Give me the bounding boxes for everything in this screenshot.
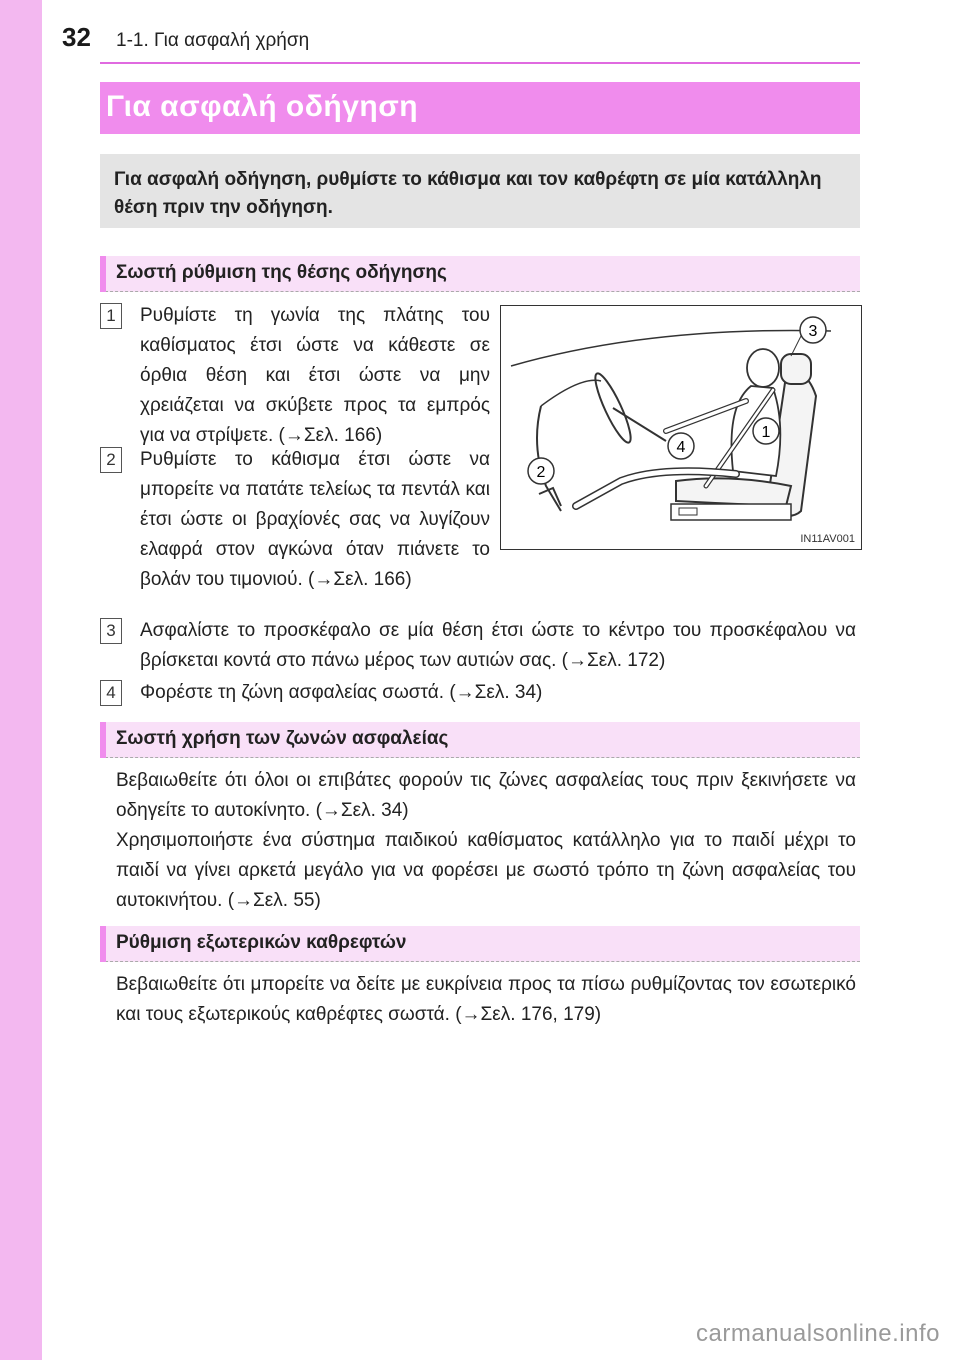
section-header-seat-belts: Σωστή χρήση των ζωνών ασφαλείας xyxy=(100,722,860,758)
callout-4-label: 4 xyxy=(676,439,686,456)
watermark: carmanualsonline.info xyxy=(696,1320,940,1347)
callout-1-label: 1 xyxy=(761,424,771,441)
left-color-bar xyxy=(0,0,42,1360)
driver-seat-illustration xyxy=(501,306,860,548)
callout-2-label: 2 xyxy=(536,464,546,481)
item-number: 1 xyxy=(100,303,122,329)
driving-position-figure xyxy=(500,305,862,550)
item-text: Ασφαλίστε το προσκέφαλο σε μία θέση έτσι ώστε το κέντρο του προσκέφαλου να βρίσκεται κοντά στο πάνω μέρος των αυτιών σας. (→Σελ. 172) xyxy=(140,620,856,671)
figure-code: IN11AV001 xyxy=(800,533,855,545)
item-text: Φορέστε τη ζώνη ασφαλείας σωστά. (→Σελ. 34) xyxy=(140,682,543,703)
item-number: 4 xyxy=(100,680,122,706)
item-text: Ρυθμίστε τη γωνία της πλάτης του καθίσματος έτσι ώστε να κάθεστε σε όρθια θέση και έτσι ώστε να μην χρειάζεται να σκύβετε προς τα εμπρός για να στρίψετε. (→Σελ. 166) xyxy=(140,305,490,446)
section-header-mirrors: Ρύθμιση εξωτερικών καθρεφτών xyxy=(100,926,860,962)
page-title: Για ασφαλή οδήγηση xyxy=(100,82,860,134)
header-rule xyxy=(100,62,860,64)
section-header-seat: Σωστή ρύθμιση της θέσης οδήγησης xyxy=(100,256,860,292)
belts-paragraph-2: Χρησιμοποιήστε ένα σύστημα παιδικού καθίσματος κατάλληλο για το παιδί μέχρι το παιδί να γίνει αρκετά μεγάλο για να φορέσει με σωστό τρόπο τη ζώνη ασφαλείας του αυτοκινήτου. (→Σελ. 55) xyxy=(116,830,856,911)
running-head: 1-1. Για ασφαλή χρήση xyxy=(116,30,310,51)
item-text: Ρυθμίστε το κάθισμα έτσι ώστε να μπορείτε να πατάτε τελείως τα πεντάλ και έτσι ώστε οι βραχίονές σας να λυγίζουν ελαφρά στον αγκώνα όταν πιάνετε το βολάν του τιμονιού. (→Σελ. 166) xyxy=(140,449,490,590)
item-number: 3 xyxy=(100,618,122,644)
page-number: 32 xyxy=(62,22,91,52)
callout-3-label: 3 xyxy=(808,323,818,340)
item-number: 2 xyxy=(100,447,122,473)
mirrors-paragraph-1: Βεβαιωθείτε ότι μπορείτε να δείτε με ευκρίνεια προς τα πίσω ρυθμίζοντας τον εσωτερικό και τους εξωτερικούς καθρέφτες σωστά. (→Σελ. 176, 179) xyxy=(116,974,856,1025)
intro-box: Για ασφαλή οδήγηση, ρυθμίστε το κάθισμα και τον καθρέφτη σε μία κατάλληλη θέση πριν την οδήγηση. xyxy=(100,154,860,228)
belts-paragraph-1: Βεβαιωθείτε ότι όλοι οι επιβάτες φορούν τις ζώνες ασφαλείας τους πριν ξεκινήσετε να οδηγείτε το αυτοκίνητο. (→Σελ. 34) xyxy=(116,770,856,821)
